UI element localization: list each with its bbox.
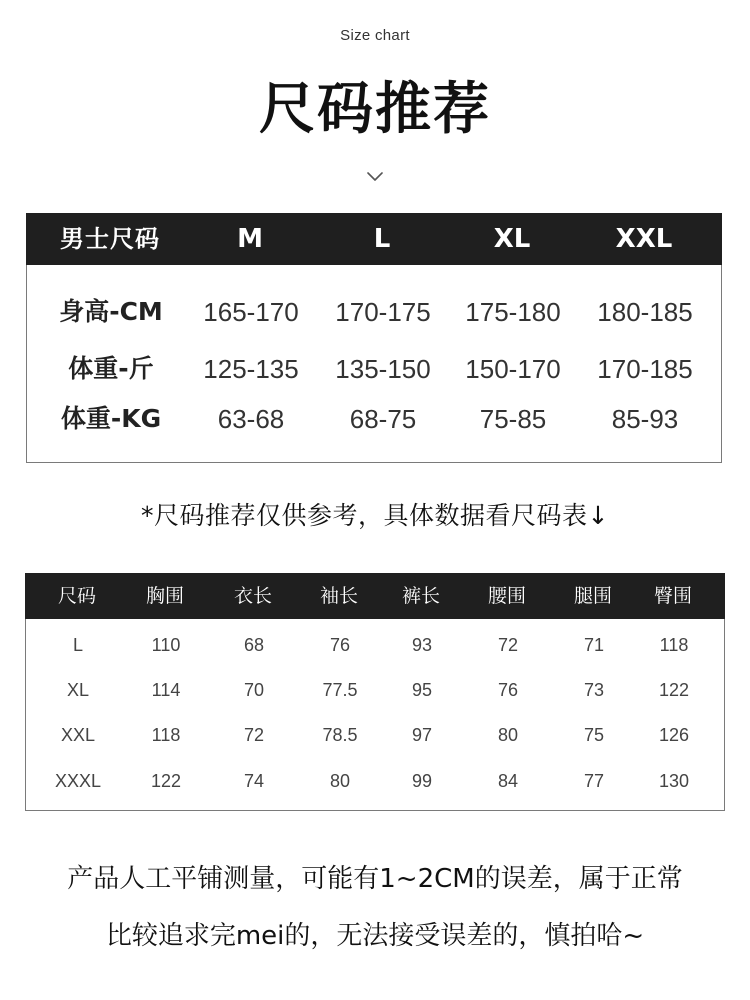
- table-cell: XXL: [60, 725, 96, 745]
- header-cell-m: M: [237, 224, 263, 254]
- table-cell: 122: [658, 680, 690, 700]
- table-cell: 68-75: [349, 404, 417, 434]
- header-cell-l: L: [373, 224, 391, 254]
- table-cell: XL: [66, 680, 90, 700]
- table-cell: 72: [243, 725, 265, 745]
- table-cell: 114: [151, 680, 181, 700]
- chevron-down-icon: [365, 170, 385, 184]
- table-cell: 125-135: [203, 354, 299, 384]
- header-cell-sleeve: 袖长: [319, 585, 358, 607]
- table-cell: 63-68: [217, 404, 285, 434]
- header-cell-pants-length: 裤长: [401, 585, 440, 607]
- table-cell: 84: [497, 771, 519, 791]
- table-cell: 85-93: [611, 404, 679, 434]
- header-cell-xl: XL: [493, 224, 531, 254]
- table-cell: 118: [659, 635, 689, 655]
- table-row: [26, 668, 724, 713]
- table-cell: 73: [583, 680, 605, 700]
- table-cell: 72: [497, 635, 519, 655]
- table-row: [26, 713, 724, 758]
- table-cell: 80: [497, 725, 519, 745]
- size-reference-note: *尺码推荐仅供参考，具体数据看尺码表↓: [141, 501, 609, 530]
- table-cell: XXXL: [54, 771, 102, 791]
- table-cell: 78.5: [322, 725, 358, 745]
- recommendation-header-row: [26, 213, 722, 265]
- table-cell: 68: [243, 635, 265, 655]
- table-cell: 170-175: [335, 297, 431, 327]
- table-cell: 97: [411, 725, 433, 745]
- table-cell: 77: [583, 771, 605, 791]
- row-label: 体重-KG: [60, 404, 162, 433]
- measurement-size-table: [25, 573, 725, 811]
- page-title: 尺码推荐: [259, 77, 491, 142]
- size-recommendation-table: [26, 213, 722, 463]
- table-cell: 110: [151, 635, 181, 655]
- table-cell: 74: [243, 771, 265, 791]
- header-cell-length: 衣长: [233, 585, 272, 607]
- header-cell-thigh: 腿围: [573, 585, 612, 607]
- table-cell: 75: [583, 725, 605, 745]
- row-label: 身高-CM: [59, 297, 163, 326]
- table-cell: 93: [411, 635, 433, 655]
- header-cell-size: 尺码: [57, 585, 96, 607]
- row-label: 体重-斤: [68, 354, 154, 383]
- table-cell: 76: [497, 680, 519, 700]
- table-cell: 71: [583, 635, 605, 655]
- table-row: [26, 759, 724, 804]
- table-cell: 170-185: [597, 354, 693, 384]
- size-table-header-row: [25, 573, 725, 619]
- table-cell: 130: [658, 771, 690, 791]
- table-cell: L: [72, 635, 83, 655]
- header-cell-chest: 胸围: [145, 585, 184, 607]
- table-cell: 75-85: [479, 404, 547, 434]
- header-cell-waist: 腰围: [487, 585, 526, 607]
- table-cell: 126: [658, 725, 690, 745]
- table-cell: 175-180: [465, 297, 561, 327]
- table-row: [26, 623, 724, 668]
- table-cell: 95: [411, 680, 433, 700]
- page-subtitle: Size chart: [340, 27, 410, 44]
- table-cell: 180-185: [597, 297, 693, 327]
- header-cell-hip: 臀围: [653, 585, 692, 607]
- table-cell: 76: [329, 635, 351, 655]
- table-cell: 122: [150, 771, 182, 791]
- recommendation-row-height: [27, 290, 721, 334]
- header-cell-xxl: XXL: [615, 224, 673, 254]
- table-cell: 80: [329, 771, 351, 791]
- recommendation-row-weight-jin: [27, 347, 721, 391]
- table-cell: 70: [243, 680, 265, 700]
- recommendation-row-weight-kg: [27, 397, 721, 441]
- header-cell-size-label: 男士尺码: [60, 225, 160, 253]
- measurement-disclaimer-line-2: 比较追求完mei的，无法接受误差的，慎拍哈~: [105, 921, 645, 951]
- table-cell: 77.5: [322, 680, 358, 700]
- table-cell: 150-170: [465, 354, 561, 384]
- table-cell: 135-150: [335, 354, 431, 384]
- table-cell: 165-170: [203, 297, 299, 327]
- table-cell: 99: [411, 771, 433, 791]
- table-cell: 118: [151, 725, 181, 745]
- measurement-disclaimer-line-1: 产品人工平铺测量，可能有1~2CM的误差，属于正常: [67, 864, 683, 894]
